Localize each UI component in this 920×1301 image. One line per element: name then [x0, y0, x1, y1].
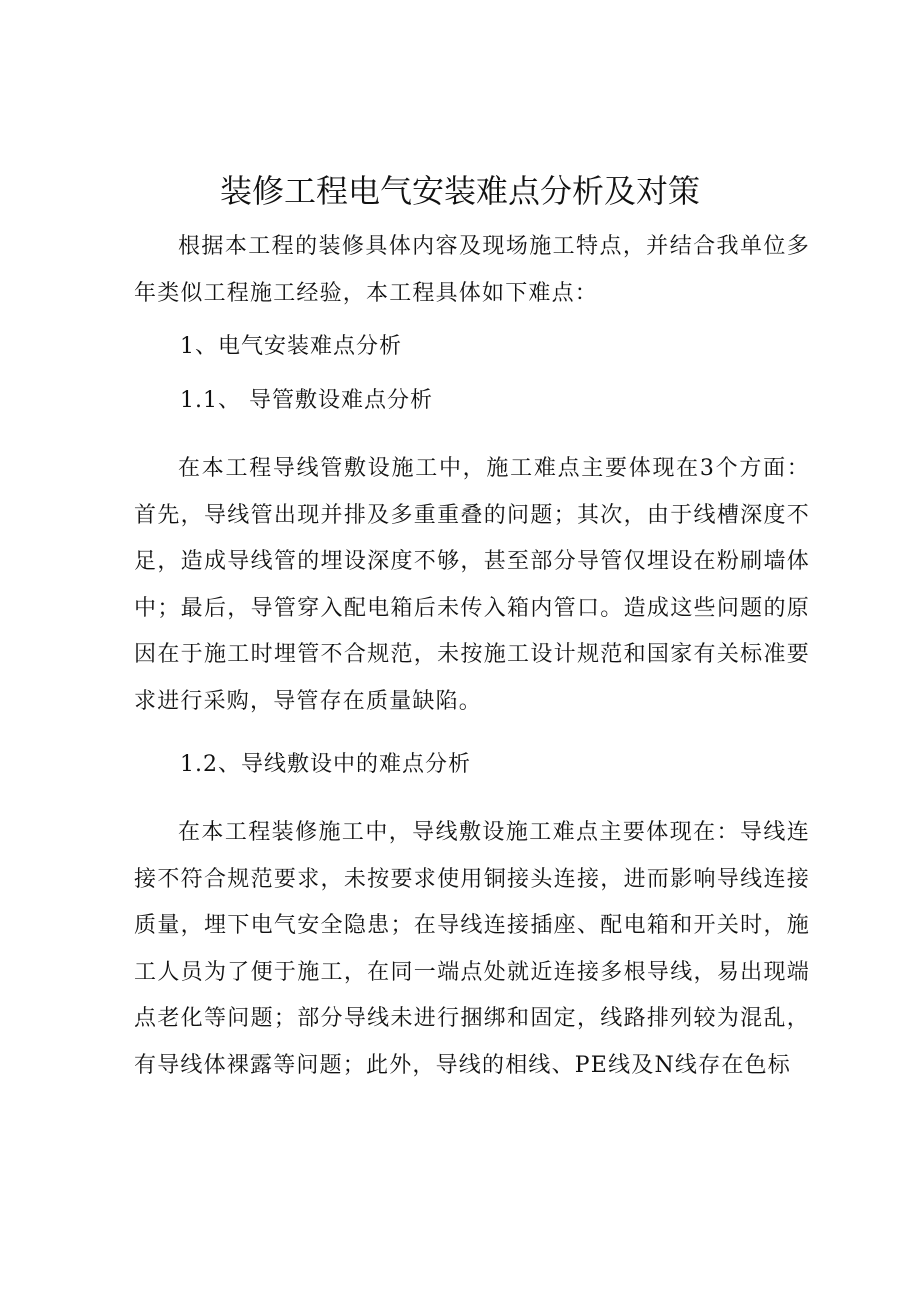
subsection-1-2-heading: 1.2、导线敷设中的难点分析: [180, 752, 471, 777]
intro-paragraph: 根据本工程的装修具体内容及现场施工特点，并结合我单位多年类似工程施工经验，本工程具体如下难点：: [134, 234, 810, 306]
section-1-heading: 1、电气安装难点分析: [180, 334, 402, 359]
subsection-1-2-body: 在本工程装修施工中，导线敷设施工难点主要体现在：导线连接不符合规范要求，未按要求使用铜接头连接，进而影响导线连接质量，埋下电气安全隐患；在导线连接插座、配电箱和开关时，施工人员为了便于施工，在同一端点处就近连接多根导线，易出现端点老化等问题；部分导线未进行捆绑和固定，线路排列较为混乱，有导线体裸露等问题；此外，导线的相线、PE线及N线存在色标: [134, 820, 810, 1078]
subsection-1-1-heading: 1.1、 导管敷设难点分析: [180, 388, 433, 413]
subsection-1-1-body: 在本工程导线管敷设施工中，施工难点主要体现在3个方面：首先，导线管出现并排及多重重叠的问题；其次，由于线槽深度不足，造成导线管的埋设深度不够，甚至部分导管仅埋设在粉刷墙体中；最后，导管穿入配电箱后未传入箱内管口。造成这些问题的原因在于施工时埋管不合规范，未按施工设计规范和国家有关标准要求进行采购，导管存在质量缺陷。: [134, 456, 810, 714]
document-title: 装修工程电气安装难点分析及对策: [219, 172, 700, 210]
